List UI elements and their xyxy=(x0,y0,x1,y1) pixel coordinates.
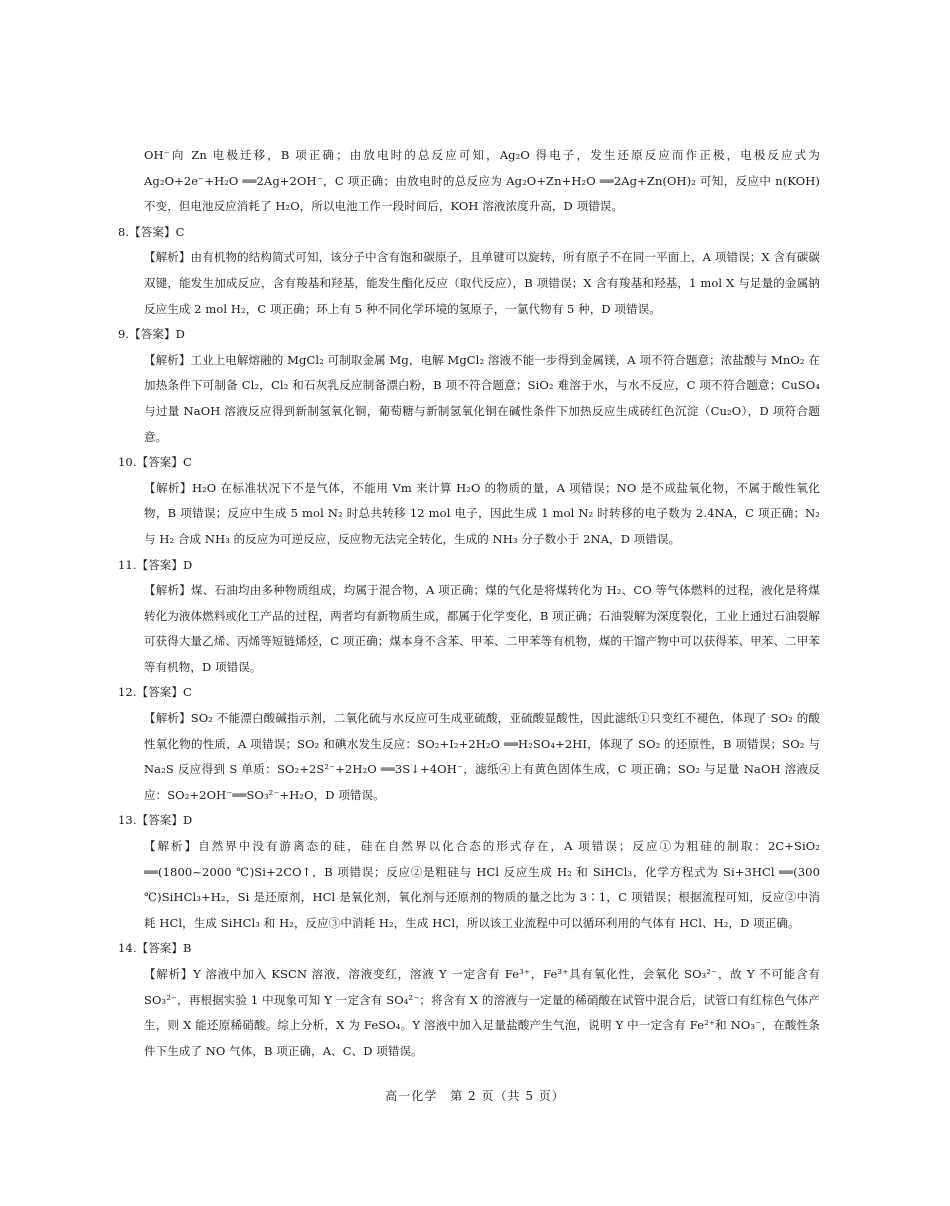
answer-11: 11.【答案】D xyxy=(118,557,193,572)
answer-12: 12.【答案】C xyxy=(118,685,192,700)
explanation-8: 【解析】由有机物的结构简式可知，该分子中含有饱和碳原子，且单键可以旋转，所有原子不在同一平面上，A 项错误；X 含有碳碳双键，能发生加成反应，含有羧基和羟基，能发生酯化反应（取代反应），B 项错误；X 含有羧基和羟基，1 mol X 与足量的金属钠反应生成 2 mol H₂，C 项正确；环上有 5 种不同化学环境的氢原子，一氯代物有 5 种，D 项错误。 xyxy=(144,250,820,316)
answer-10: 10.【答案】C xyxy=(118,455,192,470)
explanation-10: 【解析】H₂O 在标准状况下不是气体，不能用 Vm 来计算 H₂O 的物质的量，A 项错误；NO 是不成盐氧化物，不属于酸性氧化物，B 项错误；反应中生成 5 mol N₂ 时总共转移 12 mol 电子，因此生成 1 mol N₂ 时转移的电子数为 2.4NA，C 项正确；N₂ 与 H₂ 合成 NH₃ 的反应为可逆反应，反应物无法完全转化，生成的 NH₃ 分子数小于 2NA，D 项错误。 xyxy=(144,480,820,546)
explanation-14: 【解析】Y 溶液中加入 KSCN 溶液，溶液变红，溶液 Y 一定含有 Fe³⁺，Fe³⁺具有氧化性，会氧化 SO₃²⁻，故 Y 不可能含有 SO₃²⁻，再根据实验 1 中现象可知 Y 一定含有 SO₄²⁻；将含有 X 的溶液与一定量的稀硝酸在试管中混合后，试管口有红棕色气体产生，则 X 能还原稀硝酸。综上分析，X 为 FeSO₄。Y 溶液中加入足量盐酸产生气泡，说明 Y 中一定含有 Fe²⁺和 NO₃⁻，在酸性条件下生成了 NO 气体，B 项正确，A、C、D 项错误。 xyxy=(144,967,820,1058)
explanation-12: 【解析】SO₂ 不能漂白酸碱指示剂，二氧化硫与水反应可生成亚硫酸，亚硫酸显酸性，因此滤纸①只变红不褪色，体现了 SO₂ 的酸性氧化物的性质，A 项错误；SO₂ 和碘水发生反应：SO₂+I₂+2H₂O ══H₂SO₄+2HI，体现了 SO₂ 的还原性，B 项错误；SO₂ 与 Na₂S 反应得到 S 单质：SO₂+2S²⁻+2H₂O ══3S↓+4OH⁻，滤纸④上有黄色固体生成，C 项正确；SO₂ 与足量 NaOH 溶液反应：SO₂+2OH⁻══SO₃²⁻+H₂O，D 项错误。 xyxy=(144,711,820,802)
page-footer: 高一化学 第 2 页（共 5 页） xyxy=(385,1089,565,1103)
document-body xyxy=(118,143,820,1064)
explanation-13: 【解析】自然界中没有游离态的硅，硅在自然界以化合态的形式存在，A 项错误；反应①为粗硅的制取：2C+SiO₂ ══(1800~2000 ℃)Si+2CO↑，B 项错误；反应②是粗硅与 HCl 反应生成 H₂ 和 SiHCl₃，化学方程式为 Si+3HCl ══(300 ℃)SiHCl₃+H₂，Si 是还原剂，HCl 是氧化剂，氧化剂与还原剂的物质的量之比为 3∶1，C 项错误；根据流程可知，反应②中消耗 HCl，生成 SiHCl₃ 和 H₂，反应③中消耗 H₂，生成 HCl，所以该工业流程中可以循环利用的气体有 HCl、H₂，D 项正确。 xyxy=(144,839,820,930)
answer-13: 13.【答案】D xyxy=(118,813,193,828)
explanation-9: 【解析】工业上电解熔融的 MgCl₂ 可制取金属 Mg，电解 MgCl₂ 溶液不能一步得到金属镁，A 项不符合题意；浓盐酸与 MnO₂ 在加热条件下可制备 Cl₂，Cl₂ 和石灰乳反应制备漂白粉，B 项不符合题意；SiO₂ 难溶于水，与水不反应，C 项不符合题意；CuSO₄ 与过量 NaOH 溶液反应得到新制氢氧化铜，葡萄糖与新制氢氧化铜在碱性条件下加热反应生成砖红色沉淀（Cu₂O），D 项符合题意。 xyxy=(144,352,820,444)
answer-14: 14.【答案】B xyxy=(118,941,192,956)
explanation-11: 【解析】煤、石油均由多种物质组成，均属于混合物，A 项正确；煤的气化是将煤转化为 H₂、CO 等气体燃料的过程，液化是将煤转化为液体燃料或化工产品的过程，两者均有新物质生成，都属于化学变化，B 项正确；石油裂解为深度裂化，工业上通过石油裂解可获得大量乙烯、丙烯等短链烯烃，C 项正确；煤本身不含苯、甲苯、二甲苯等有机物，煤的干馏产物中可以获得苯、甲苯、二甲苯等有机物，D 项错误。 xyxy=(144,583,820,674)
answer-9: 9.【答案】D xyxy=(118,327,185,342)
answer-8: 8.【答案】C xyxy=(118,224,185,239)
intro-paragraph: OH⁻向 Zn 电极迁移，B 项正确；由放电时的总反应可知，Ag₂O 得电子，发生还原反应而作正极，电极反应式为 Ag₂O+2e⁻+H₂O ══2Ag+2OH⁻，C 项正确；由放电时的总反应为 Ag₂O+Zn+H₂O ══2Ag+Zn(OH)₂ 可知，反应中 n(KOH) 不变，但电池反应消耗了 H₂O，所以电池工作一段时间后，KOH 溶液浓度升高，D 项错误。 xyxy=(144,148,820,214)
